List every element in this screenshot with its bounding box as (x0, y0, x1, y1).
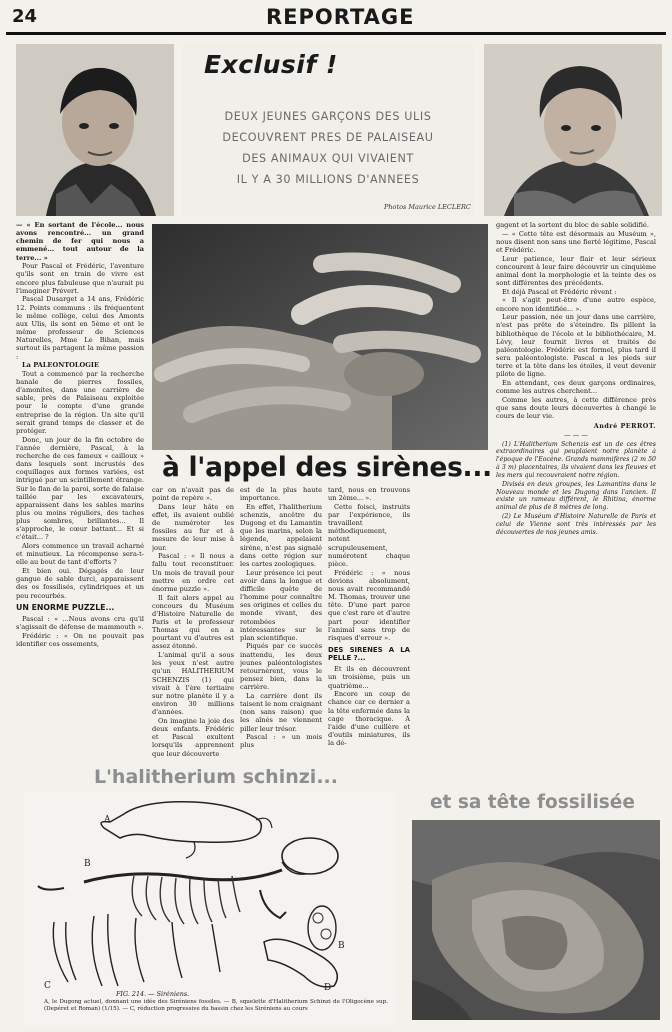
page-header (6, 6, 666, 34)
figure-label-d: D (324, 983, 332, 992)
paragraph: Et bien oui. Dégagés de leur gangue de sable durci, apparaissent des os fossilisés, cylindriques et un peu recourbés. (16, 567, 144, 600)
paragraph: Leur passion, née un jour dans une carrière, n'est pas prête de s'éteindre. Ils pillent la bibliothèque de l'école et le bibliothécaire, M. Lévy, leur fournit livres et traités de paléontologie. Frédéric est formel, plus tard il sera paléontologiste. Pascal a les pieds sur terre et la tête dans les étoiles, il veut devenir pilote de ligne. (496, 313, 656, 379)
figure-label-a: A (104, 815, 111, 825)
header-rule (6, 32, 666, 35)
paragraph: Pascal : « un mois plus (240, 733, 322, 750)
paragraph: Dans leur hâte en effet, ils avaient oublié de numéroter les fossiles au fur et à mesure de leur mise à jour. (152, 502, 234, 552)
page-number: 24 (12, 6, 38, 27)
banner-box (182, 44, 474, 216)
paragraph: car on n'avait pas de point de repère ». (152, 486, 234, 503)
paleontology-heading: La PALEONTOLOGIE (22, 361, 100, 370)
paragraph: La carrière dont ils taisent le nom craignant (non sans raison) que les aînés ne viennent piller leur trésor. (240, 691, 322, 733)
paragraph: Tout a commencé par la recherche banale de pierres fossiles, d'amonites, dans une carrière de sable, près de Palaiseau exploitée pour le compte d'une grande entreprise de la région. Un site qu'il serait grand temps de classer et de protéger. (16, 369, 144, 435)
fossil-head-photo (412, 820, 660, 1020)
paragraph: Comme les autres, à cette différence près que sans doute leurs découvertes à changé le cours de leur vie. (496, 395, 656, 421)
paragraph: Donc, un jour de la fin octobre de l'année dernière, Pascal, à la recherche de ces fameux « cailloux » dans lesquels sont incrustés des coquillages aux formes variées, est intrigué par un scintillement étrange. Sur le flan de la paroi, sorte de falaise taillée par les excavateurs, apparaissent dans les sables marins plus ou moins réguliers, des taches plus sombres, brillantes... Il s'approche, le cœur battant... Et si c'était... ? (16, 435, 144, 542)
paragraph: En effet, l'halitherium schenzis, ancêtre du Dugong et du Lamantin que les marins, selon la légende, appelaient sirène, n'est pas signalé dans cette région sur les cartes zoologiques. (240, 502, 322, 568)
figure-label-c: C (44, 981, 51, 991)
paragraph: — « Cette tête est désormais au Muséum », nous disent non sans une fierté légitime, Pascal et Frédéric. (496, 229, 656, 254)
article-column-5 (496, 221, 656, 761)
paragraph: « Il s'agit peut-être d'une autre espèce, encore non identifiée... ». (496, 296, 656, 313)
paragraph: Alors commence un travail acharné et minutieux. La récompense sera-t-elle au bout de tant d'efforts ? (16, 542, 144, 567)
article-column-2 (152, 486, 234, 762)
banner-line-4: IL Y A 30 MILLIONS D'ANNEES (236, 173, 420, 186)
paragraph: tard, nous en trouvons un 2ème... ». (328, 486, 410, 503)
figure-title: FIG. 214. — Siréniens. (116, 990, 190, 998)
paragraph: gagent et la sortent du bloc de sable solidifié. (496, 221, 649, 229)
article-column-1 (16, 221, 144, 759)
paragraph: Cette foisci, instruits par l'expérience, ils travaillent méthodiquement, notent scrupuleusement, numérotent chaque pièce. (328, 502, 410, 568)
portrait-photo-pascal (484, 44, 662, 216)
skeleton-drawing (24, 792, 396, 992)
exclusive-label: Exclusif ! (204, 50, 338, 79)
intro-quote: — « En sortant de l'école... nous avons rencontré... un grand chemin de fer qui nous a emmené... tout autour de la terre... » (16, 221, 144, 262)
paragraph: Leur présence ici peut avoir dans la longue et difficile quête de l'homme pour connaître ses origines et celles du monde vivant, des retombées intéressantes sur le plan scientifique. (240, 568, 322, 642)
fossil-head-title: et sa tête fossilisée (430, 792, 635, 813)
figure-caption: A, le Dugong actuel, donnant une idée des Siréniens fossiles. — B, squelette d'Halitherium Schinzi de l'Oligocène sup. (Depéret et Roman) (1/15). — C, réduction progressive du bassin chez les Siréniens au cours (44, 999, 388, 1012)
figure-label-b: B (84, 859, 91, 869)
footnote-1: (1) L'Halitherium Schenzis est un de ces êtres extraordinaires qui peuplaient notre planète à l'époque de l'Eocène. Grands mammifères (2 m 50 à 3 m) placentaires, ils vivaient dans les fleuves et les mers qui recouvraient notre région. (496, 440, 656, 480)
paragraph: Piqués par ce succès inattendu, les deux jeunes paléontologistes retournèrent, vous le pensez bien, dans la carrière. (240, 642, 322, 692)
portrait-photo-frederic (16, 44, 174, 216)
paragraph: Et ils en découvrent un troisième, puis un quatrième... (328, 665, 410, 690)
paragraph: L'animal qu'il a sous les yeux n'est autre qu'un HALITHERIUM SCHENZIS (1) qui vivait à l'ère tertiaire sur notre planète il y a environ 30 millions d'années. (152, 651, 234, 717)
banner-line-2: DECOUVRENT PRES DE PALAISEAU (222, 131, 434, 144)
paragraph: est de la plus haute importance. (240, 486, 322, 503)
photo-credit: Photos Maurice LECLERC (384, 203, 471, 211)
footnote-3: (2) Le Muséum d'Histoire Naturelle de Paris et celui de Vienne sont très intéressés par les découvertes de nos jeunes amis. (496, 512, 656, 536)
paragraph: Frédéric : « On ne pouvait pas identifier ces ossements, (16, 631, 144, 648)
paragraph: Il fait alors appel au concours du Muséum d'Histoire Naturelle de Paris et le professeur Thomas qui en a pourtant vu d'autres est assez étonné. (152, 593, 234, 651)
banner-line-1: DEUX JEUNES GARÇONS DES ULIS (224, 110, 432, 123)
section-title: REPORTAGE (266, 5, 415, 29)
footnote-2: Divisés en deux groupes, les Lamantins dans le Nouveau monde et les Dugong dans l'ancien. Il existe un rameau différent, le Rhitina, énorme animal de plus de 8 mètres de long. (496, 480, 656, 512)
paragraph: On imagine la joie des deux enfants. Frédéric et Pascal exultent lorsqu'ils apprennent que leur découverte (152, 716, 234, 758)
paragraph: Pascal : « Il nous a fallu tout reconstituer. Un mois de travail pour mettre en ordre cet énorme puzzle ». (152, 552, 234, 593)
subheading-puzzle: UN ENORME PUZZLE... (16, 602, 115, 612)
halitherium-title: L'halitherium schinzi... (94, 766, 338, 788)
article-column-4 (328, 486, 410, 762)
article-column-3 (240, 486, 322, 762)
paragraph: Pour Pascal et Frédéric, l'aventure qu'ils sont en train de vivre est encore plus fabuleuse que n'aurait pu l'imaginer Prévert. (16, 262, 144, 295)
paragraph: Pascal Dusarget a 14 ans, Frédéric 12. Points communs : ils fréquentent le même collège, celui des Amonts aux Ulis, ils sont en 5ème et ont le même professeur de Sciences Naturelles, Mme Le Bihan, mais surtout ils partagent la même passion : (16, 295, 144, 361)
banner-line-3: DES ANIMAUX QUI VIVAIENT (242, 152, 414, 165)
author-signature: André PERROT. (593, 422, 656, 431)
banner-lines (182, 106, 474, 190)
paragraph: Et déjà Pascal et Frédéric rêvent : (502, 287, 617, 296)
figure-label-b2: B (338, 941, 345, 951)
subheading-sirenes: DES SIRENES A LA PELLE ?... (328, 645, 410, 663)
paragraph: Encore un coup de chance car ce dernier a la tête enfermée dans la cage thoracique. A l'aide d'une cuillère et d'outils miniatures, ils la dé- (328, 690, 410, 748)
paragraph: Pascal : « ...Nous avons cru qu'il s'agissait de défense de mammouth ». (16, 614, 144, 631)
paragraph: Leur patience, leur flair et leur sérieux concourent à leur faire découvrir un cinquième animal dont la morphologie et la teinte des os sont différentes des précédents. (496, 254, 656, 288)
paragraph: En attendant, ces deux garçons ordinaires, comme les autres cherchent... (496, 378, 656, 396)
article-headline: à l'appel des sirènes... (162, 452, 492, 483)
separator: — — — (564, 431, 588, 440)
fossil-hands-photo (152, 224, 488, 450)
skeleton-illustration (24, 792, 396, 1026)
paragraph: Frédéric : « nous devions absolument, nous avait recommandé M. Thomas, trouver une tête. D'une part parce que c'est rare et d'autre part pour identifier l'animal sans trop de risques d'erreur ». (328, 568, 410, 642)
